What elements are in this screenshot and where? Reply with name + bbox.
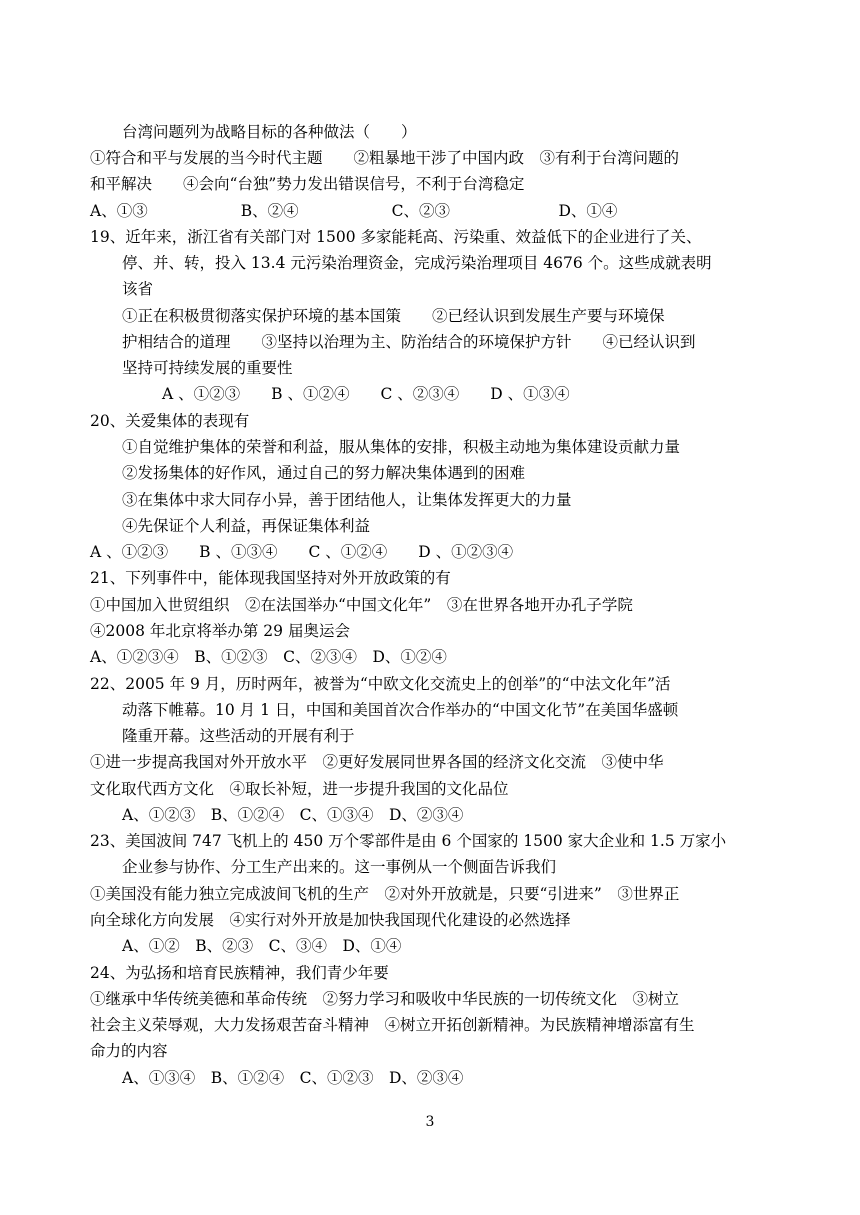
text-line: 企业参与协作、分工生产出来的。这一事例从一个侧面告诉我们 [122,858,557,876]
text-line: ②发扬集体的好作风，通过自己的努力解决集体遇到的困难 [122,464,526,482]
answer-options: A、①② B、②③ C、③④ D、①④ [122,937,402,955]
text-line: 台湾问题列为战略目标的各种做法（ ） [122,123,417,141]
question-22: 22、2005 年 9 月，历时两年，被誉为“中欧文化交流史上的创举”的“中法文化年”活 [90,675,671,693]
text-line: ①自觉维护集体的荣誉和利益，服从集体的安排，积极主动地为集体建设贡献力量 [122,438,681,456]
text-line: ④先保证个人利益，再保证集体利益 [122,517,371,535]
text-line: ①继承中华传统美德和革命传统 ②努力学习和吸收中华民族的一切传统文化 ③树立 [90,990,680,1008]
text-line: 和平解决 ④会向“台独”势力发出错误信号，不利于台湾稳定 [90,175,525,193]
text-line: 隆重开幕。这些活动的开展有利于 [122,727,355,745]
answer-options: A、①③ B、②④ C、②③ D、①④ [90,202,618,220]
answer-options: A 、①②③ B 、①②④ C 、②③④ D 、①③④ [162,385,570,403]
answer-options: A、①②③④ B、①②③ C、②③④ D、①②④ [90,648,447,666]
page-number: 3 [425,1114,435,1130]
text-line: ①正在积极贯彻落实保护环境的基本国策 ②已经认识到发展生产要与环境保 [122,307,665,325]
question-20: 20、关爱集体的表现有 [90,412,250,430]
answer-options: A、①②③ B、①②④ C、①③④ D、②③④ [122,806,464,824]
text-line: ①中国加入世贸组织 ②在法国举办“中国文化年” ③在世界各地开办孔子学院 [90,596,633,614]
text-line: 护相结合的道理 ③坚持以治理为主、防治结合的环境保护方针 ④已经认识到 [122,333,696,351]
text-line: ③在集体中求大同存小异，善于团结他人，让集体发挥更大的力量 [122,491,572,509]
text-line: ①进一步提高我国对外开放水平 ②更好发展同世界各国的经济文化交流 ③使中华 [90,753,664,771]
question-19: 19、近年来，浙江省有关部门对 1500 多家能耗高、污染重、效益低下的企业进行了关、 [90,228,702,246]
text-line: 该省 [122,280,154,298]
text-line: 向全球化方向发展 ④实行对外开放是加快我国现代化建设的必然选择 [90,911,571,929]
text-line: 坚持可持续发展的重要性 [122,359,293,377]
text-line: ①美国没有能力独立完成波间飞机的生产 ②对外开放就是，只要“引进来” ③世界正 [90,885,680,903]
text-line: ④2008 年北京将举办第 29 届奥运会 [90,622,350,640]
text-line: 停、并、转，投入 13.4 元污染治理资金，完成污染治理项目 4676 个。这些成就表明 [122,254,712,272]
question-21: 21、下列事件中，能体现我国坚持对外开放政策的有 [90,569,451,587]
question-24: 24、为弘扬和培育民族精神，我们青少年要 [90,964,389,982]
text-line: 命力的内容 [90,1042,168,1060]
answer-options: A 、①②③ B 、①③④ C 、①②④ D 、①②③④ [90,543,514,561]
answer-options: A、①③④ B、①②④ C、①②③ D、②③④ [122,1069,464,1087]
text-line: 文化取代西方文化 ④取长补短，进一步提升我国的文化品位 [90,780,509,798]
text-line: 动落下帷幕。10 月 1 日，中国和美国首次合作举办的“中国文化节”在美国华盛顿 [122,701,679,719]
text-line: 社会主义荣辱观，大力发扬艰苦奋斗精神 ④树立开拓创新精神。为民族精神增添富有生 [90,1016,695,1034]
question-23: 23、美国波间 747 飞机上的 450 万个零部件是由 6 个国家的 1500 家大企业和 1.5 万家小 [90,832,727,850]
text-line: ①符合和平与发展的当今时代主题 ②粗暴地干涉了中国内政 ③有利于台湾问题的 [90,149,680,167]
